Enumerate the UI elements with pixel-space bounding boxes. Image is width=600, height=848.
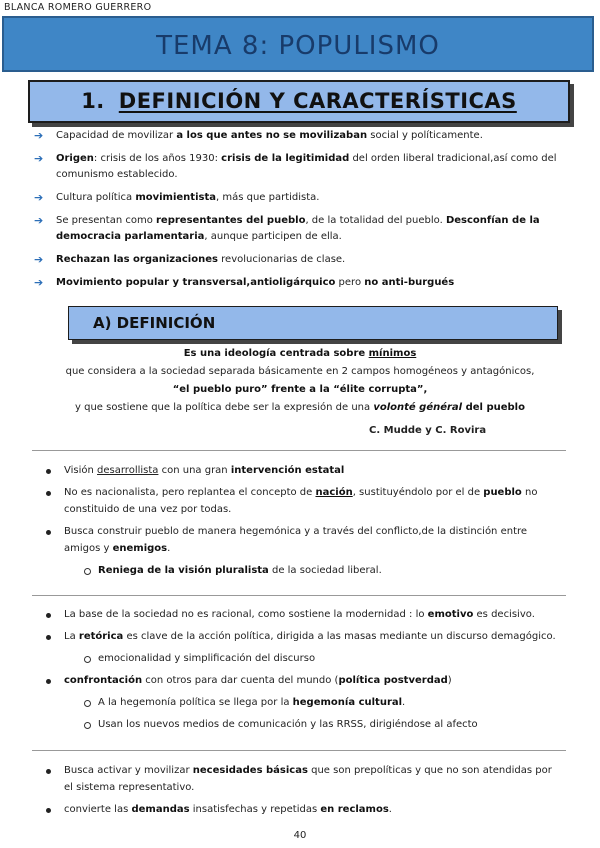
subsection-title: A) DEFINICIÓN: [93, 314, 216, 332]
item-text: Busca construir pueblo de manera hegemónica y a través del conflicto,de la distinción entre amigos y: [64, 526, 528, 554]
bullet-icon: [46, 491, 51, 496]
quote-citation: C. Mudde y C. Rovira: [369, 425, 487, 436]
list-item: [32, 190, 572, 206]
item-text: es decisivo.: [473, 609, 535, 620]
item-text: Busca activar y movilizar: [64, 765, 193, 776]
bullet-list-3: [44, 762, 560, 823]
item-bold: Rechazan las organizaciones: [56, 254, 218, 265]
item-text: revolucionarias de clase.: [217, 254, 346, 265]
item-text: , aunque participen de ella.: [204, 231, 342, 242]
list-item: [32, 213, 572, 245]
item-text: Capacidad de movilizar: [56, 130, 177, 141]
sub-bullet-icon: [84, 568, 91, 575]
item-text: emocionalidad y simplificación del discurso: [98, 653, 316, 664]
item-text: insatisfechas y repetidas: [189, 804, 321, 815]
quote-line: [40, 384, 560, 395]
arrow-bullet-icon: ➔: [34, 129, 44, 142]
sub-bullet-icon: [84, 656, 91, 663]
characteristics-list: [32, 128, 572, 298]
item-bold: Movimiento popular y transversal,antioligárquico: [56, 277, 336, 288]
bullet-icon: [46, 679, 51, 684]
item-bold: Reniega de la visión pluralista: [98, 565, 269, 576]
item-text: : crisis de los años 1930:: [93, 153, 222, 164]
item-text: que son prepolíticas y que no son atendidas por el sistema representativo.: [64, 765, 552, 793]
quote-bold: Es una ideología centrada sobre: [183, 348, 369, 359]
divider: [32, 595, 566, 596]
bullet-icon: [46, 808, 51, 813]
item-text: A la hegemonía política se llega por la: [98, 697, 293, 708]
bullet-icon: [46, 469, 51, 474]
sub-bullet-icon: [84, 722, 91, 729]
list-item: [44, 523, 560, 557]
quote-text: y que sostiene que la política debe ser la expresión de una: [75, 402, 374, 413]
item-text: ): [447, 675, 452, 686]
item-bold: pueblo: [483, 487, 522, 498]
list-item: [44, 762, 560, 796]
list-item: [32, 252, 572, 268]
item-bold: demandas: [131, 804, 190, 815]
item-text: , más que partidista.: [216, 192, 320, 203]
item-text: Se presentan como: [56, 215, 156, 226]
quote-line: que considera a la sociedad separada básicamente en 2 campos homogéneos y antagónicos,: [65, 366, 535, 377]
page-number: 40: [293, 830, 307, 841]
document-title: TEMA 8: POPULISMO: [156, 31, 440, 61]
bullet-icon: [46, 769, 51, 774]
item-bold: en reclamos: [320, 804, 389, 815]
list-item: [32, 275, 572, 291]
subsection-heading-box: [68, 306, 558, 340]
item-bold: necesidades básicas: [192, 765, 308, 776]
item-bold: Desconfían de la democracia parlamentaria: [56, 215, 540, 242]
arrow-bullet-icon: ➔: [34, 276, 44, 289]
item-bold: intervención estatal: [230, 465, 345, 476]
sub-list-item: [44, 694, 560, 711]
quote-line: [40, 348, 560, 359]
bullet-list-2: [44, 606, 560, 738]
list-item: [44, 628, 560, 645]
sub-list-item: [44, 716, 560, 733]
item-bold: emotivo: [427, 609, 474, 620]
list-item: [44, 462, 560, 479]
item-text: .: [402, 697, 406, 708]
item-text: es clave de la acción política, dirigida a las masas mediante un discurso demagógico.: [123, 631, 556, 642]
divider: [32, 450, 566, 451]
sub-list-item: [44, 562, 560, 579]
item-text: del orden liberal tradicional,así como del comunismo establecido.: [56, 153, 557, 180]
item-text: Visión: [64, 465, 98, 476]
author-name: BLANCA ROMERO GUERRERO: [4, 2, 152, 13]
item-text: con otros para dar cuenta del mundo (: [142, 675, 339, 686]
section-title-text: DEFINICIÓN Y CARACTERÍSTICAS: [118, 89, 517, 113]
sub-list-item: [44, 650, 560, 667]
item-text: de la sociedad liberal.: [268, 565, 382, 576]
item-underlined: desarrollista: [97, 465, 159, 476]
section-heading-box: [28, 80, 570, 123]
list-item: [32, 128, 572, 144]
item-text: , sustituyéndolo por el de: [352, 487, 484, 498]
quote-line: [40, 402, 560, 413]
section-heading: [30, 89, 568, 113]
bullet-list-1: [44, 462, 560, 584]
item-bold: Origen: [56, 153, 94, 164]
sub-bullet-icon: [84, 700, 91, 707]
item-text: .: [388, 804, 392, 815]
item-text: con una gran: [158, 465, 231, 476]
section-number: 1.: [81, 89, 105, 113]
arrow-bullet-icon: ➔: [34, 152, 44, 165]
bullet-icon: [46, 613, 51, 618]
bullet-icon: [46, 635, 51, 640]
item-underlined: nación: [315, 487, 353, 498]
item-bold: confrontación: [64, 675, 143, 686]
list-item: [44, 801, 560, 818]
item-text: social y políticamente.: [367, 130, 483, 141]
item-text: convierte las: [64, 804, 132, 815]
divider: [32, 750, 566, 751]
quote-bold: del pueblo: [462, 402, 525, 413]
item-text: La base de la sociedad no es racional, como sostiene la modernidad : lo: [64, 609, 428, 620]
title-banner: [2, 16, 594, 72]
arrow-bullet-icon: ➔: [34, 191, 44, 204]
item-text: pero: [335, 277, 365, 288]
item-bold: crisis de la legitimidad: [221, 153, 350, 164]
quote-bold: “el pueblo puro” frente a la “élite corrupta”,: [172, 384, 428, 395]
bullet-icon: [46, 530, 51, 535]
item-text: La: [64, 631, 79, 642]
item-bold: hegemonía cultural: [292, 697, 403, 708]
list-item: [44, 672, 560, 689]
item-text: Cultura política: [56, 192, 136, 203]
item-text: .: [167, 543, 171, 554]
quote-italic: volonté général: [373, 402, 463, 413]
arrow-bullet-icon: ➔: [34, 214, 44, 227]
item-text: , de la totalidad del pueblo.: [305, 215, 446, 226]
item-bold: movimientista: [135, 192, 216, 203]
item-bold: a los que antes no se movilizaban: [176, 130, 368, 141]
list-item: [32, 151, 572, 183]
item-bold: política postverdad: [338, 675, 448, 686]
item-bold: retórica: [78, 631, 124, 642]
item-text: Usan los nuevos medios de comunicación y las RRSS, dirigiéndose al afecto: [98, 719, 478, 730]
item-text: no constituido de una vez por todas.: [64, 487, 538, 515]
arrow-bullet-icon: ➔: [34, 253, 44, 266]
item-bold: enemigos: [112, 543, 168, 554]
list-item: [44, 606, 560, 623]
quote-underlined: mínimos: [368, 348, 417, 359]
item-bold: no anti-burgués: [364, 277, 455, 288]
item-text: No es nacionalista, pero replantea el concepto de: [64, 487, 316, 498]
list-item: [44, 484, 560, 518]
item-bold: representantes del pueblo: [156, 215, 306, 226]
